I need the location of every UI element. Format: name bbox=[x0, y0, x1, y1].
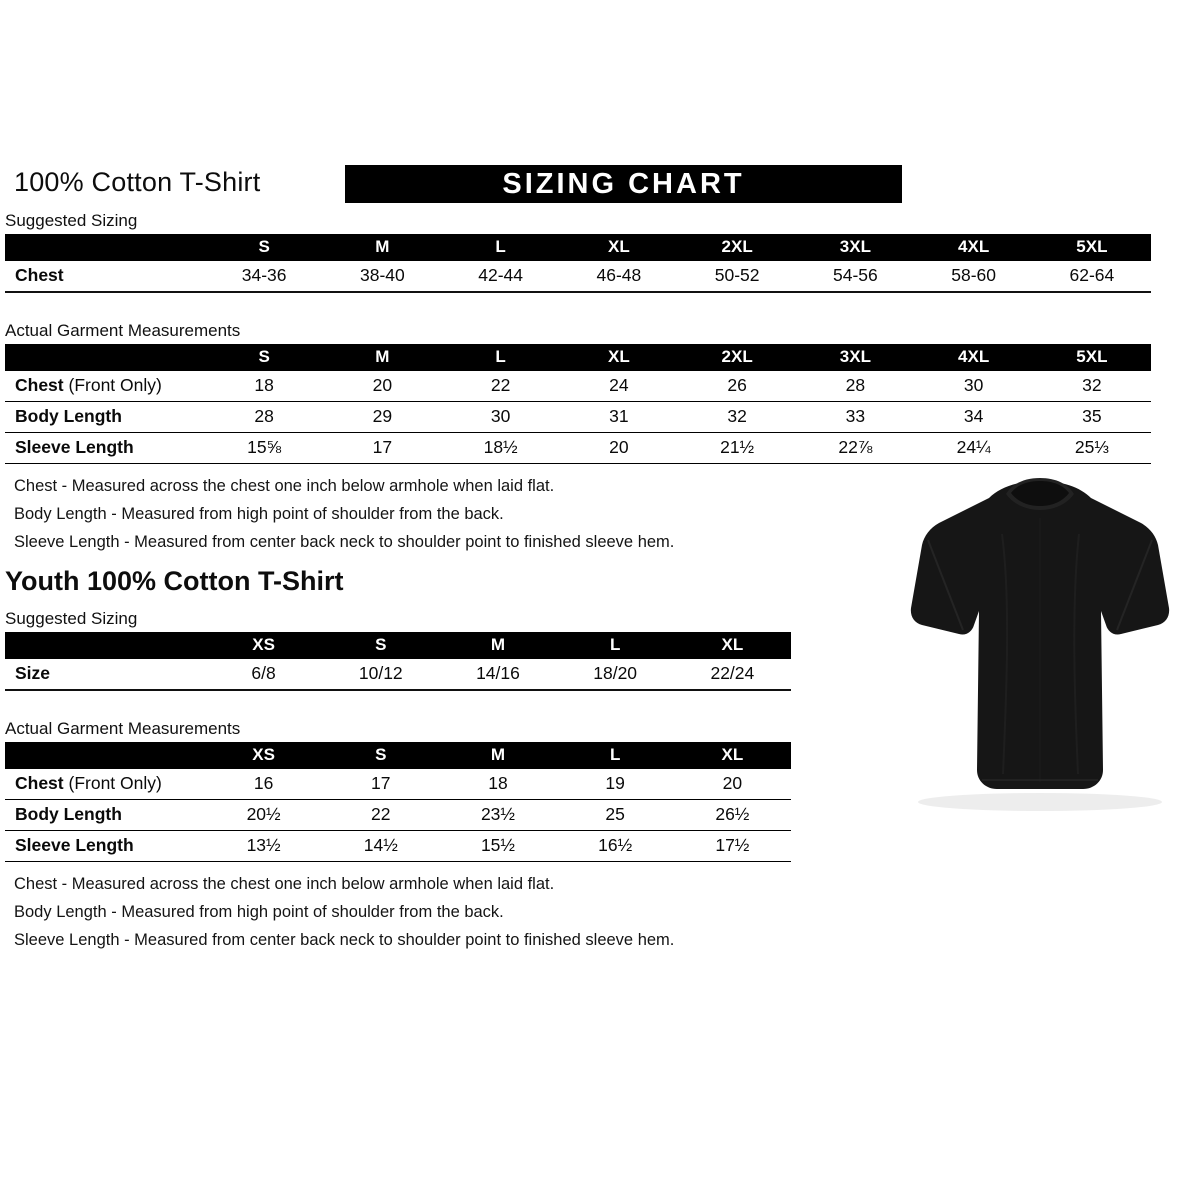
measurement-value: 17½ bbox=[715, 835, 750, 855]
size-column-header: 5XL bbox=[1033, 344, 1151, 371]
size-column-header: 2XL bbox=[678, 344, 796, 371]
measurement-value: 16 bbox=[253, 773, 274, 793]
measurement-value: 23½ bbox=[480, 804, 515, 824]
size-column-header: S bbox=[322, 742, 439, 769]
adult-section-title: 100% Cotton T-Shirt bbox=[14, 167, 261, 197]
size-column-header: S bbox=[322, 632, 439, 659]
row-label: Chest (Front Only) bbox=[15, 773, 162, 793]
measurement-value: 20 bbox=[722, 773, 743, 793]
sizing-chart-banner-label: SIZING CHART bbox=[502, 167, 745, 200]
youth-suggested-sizing-label: Suggested Sizing bbox=[5, 609, 138, 628]
size-column-header: L bbox=[557, 742, 674, 769]
note-line-sleeve-length: Sleeve Length - Measured from center back neck to shoulder point to finished sleeve hem. bbox=[14, 533, 675, 551]
table-row bbox=[5, 261, 1151, 292]
table-row bbox=[5, 659, 791, 690]
youth-garment-measurements-label: Actual Garment Measurements bbox=[5, 719, 241, 738]
measurement-value: 38-40 bbox=[359, 265, 405, 285]
measurement-value: 14/16 bbox=[476, 663, 520, 683]
measurement-value: 22 bbox=[490, 375, 511, 395]
header-row bbox=[5, 742, 791, 769]
measurement-value: 32 bbox=[727, 406, 747, 426]
row-label: Chest bbox=[15, 265, 64, 285]
measurement-value: 21½ bbox=[720, 437, 755, 457]
header-row bbox=[5, 632, 791, 659]
measurement-value: 22⅞ bbox=[838, 437, 873, 457]
measurement-value: 58-60 bbox=[951, 265, 996, 285]
header-row bbox=[5, 344, 1151, 371]
size-column-header: S bbox=[205, 234, 323, 261]
measurement-value: 20½ bbox=[246, 804, 281, 824]
black-tshirt-image bbox=[890, 472, 1190, 817]
size-column-header: L bbox=[442, 344, 560, 371]
row-label: Body Length bbox=[15, 406, 122, 426]
measurement-value: 25⅓ bbox=[1074, 437, 1109, 457]
adult-suggested-sizing-label: Suggested Sizing bbox=[5, 211, 138, 230]
table-row bbox=[5, 402, 1151, 433]
measurement-value: 17 bbox=[371, 773, 391, 793]
measurement-value: 24 bbox=[609, 375, 629, 395]
measurement-value: 24¼ bbox=[956, 437, 991, 457]
measurement-value: 30 bbox=[490, 406, 511, 426]
measurement-value: 14½ bbox=[363, 835, 398, 855]
size-column-header: XL bbox=[674, 742, 791, 769]
size-column-header: M bbox=[439, 632, 556, 659]
table-row bbox=[5, 800, 791, 831]
size-column-header: L bbox=[557, 632, 674, 659]
note-line-sleeve-length: Sleeve Length - Measured from center back neck to shoulder point to finished sleeve hem. bbox=[14, 931, 675, 949]
size-column-header: 5XL bbox=[1033, 234, 1151, 261]
adult-garment-measurements-label: Actual Garment Measurements bbox=[5, 321, 241, 340]
row-label: Sleeve Length bbox=[15, 835, 134, 855]
row-label: Body Length bbox=[15, 804, 122, 824]
measurement-value: 46-48 bbox=[596, 265, 642, 285]
size-column-header: 4XL bbox=[915, 344, 1033, 371]
measurement-value: 50-52 bbox=[714, 265, 760, 285]
row-label-header-blank bbox=[5, 742, 205, 769]
size-column-header: S bbox=[205, 344, 323, 371]
note-line-chest: Chest - Measured across the chest one inch below armhole when laid flat. bbox=[14, 477, 555, 495]
measurement-value: 26 bbox=[727, 375, 747, 395]
measurement-value: 15½ bbox=[480, 835, 515, 855]
table-row bbox=[5, 769, 791, 800]
youth-garment-measurements-table bbox=[5, 742, 791, 862]
measurement-value: 20 bbox=[372, 375, 393, 395]
adult-garment-measurements-table bbox=[5, 344, 1151, 464]
measurement-value: 15⅝ bbox=[247, 437, 282, 457]
table-row bbox=[5, 433, 1151, 464]
youth-suggested-sizing-table bbox=[5, 632, 791, 691]
measurement-value: 26½ bbox=[715, 804, 750, 824]
measurement-value: 6/8 bbox=[251, 663, 276, 683]
row-label-header-blank bbox=[5, 344, 205, 371]
measurement-value: 18 bbox=[254, 375, 274, 395]
row-label: Chest (Front Only) bbox=[15, 375, 162, 395]
size-column-header: XL bbox=[674, 632, 791, 659]
measurement-value: 25 bbox=[605, 804, 625, 824]
table-row bbox=[5, 371, 1151, 402]
measurement-value: 28 bbox=[254, 406, 274, 426]
header-row bbox=[5, 234, 1151, 261]
measurement-value: 34 bbox=[963, 406, 984, 426]
row-label-header-blank bbox=[5, 632, 205, 659]
page-header bbox=[5, 165, 1200, 209]
measurement-value: 18½ bbox=[483, 437, 518, 457]
measurement-value: 62-64 bbox=[1069, 265, 1115, 285]
size-column-header: L bbox=[442, 234, 560, 261]
row-label-header-blank bbox=[5, 234, 205, 261]
measurement-value: 16½ bbox=[598, 835, 633, 855]
table-row bbox=[5, 831, 791, 862]
size-column-header: 4XL bbox=[915, 234, 1033, 261]
measurement-value: 29 bbox=[372, 406, 393, 426]
measurement-value: 54-56 bbox=[832, 265, 878, 285]
size-column-header: M bbox=[439, 742, 556, 769]
measurement-value: 42-44 bbox=[478, 265, 523, 285]
size-column-header: 3XL bbox=[796, 344, 914, 371]
measurement-value: 28 bbox=[845, 375, 866, 395]
size-column-header: 2XL bbox=[678, 234, 796, 261]
size-column-header: M bbox=[323, 344, 441, 371]
measurement-value: 34-36 bbox=[241, 265, 287, 285]
measurement-value: 22/24 bbox=[710, 663, 755, 683]
size-column-header: 3XL bbox=[796, 234, 914, 261]
adult-suggested-sizing-table bbox=[5, 234, 1151, 293]
size-column-header: XS bbox=[205, 742, 322, 769]
measurement-value: 10/12 bbox=[358, 663, 403, 683]
measurement-value: 31 bbox=[609, 406, 629, 426]
youth-section-title: Youth 100% Cotton T-Shirt bbox=[5, 566, 344, 596]
measurement-value: 18/20 bbox=[593, 663, 638, 683]
note-line-chest: Chest - Measured across the chest one inch below armhole when laid flat. bbox=[14, 875, 555, 893]
size-column-header: XL bbox=[560, 234, 678, 261]
measurement-value: 20 bbox=[609, 437, 629, 457]
measurement-value: 19 bbox=[605, 773, 625, 793]
note-line-body-length: Body Length - Measured from high point of shoulder from the back. bbox=[14, 903, 504, 921]
measurement-value: 33 bbox=[845, 406, 866, 426]
black-tshirt-graphic bbox=[890, 472, 1190, 817]
measurement-value: 22 bbox=[371, 804, 391, 824]
measurement-value: 17 bbox=[372, 437, 393, 457]
measurement-value: 13½ bbox=[246, 835, 281, 855]
measurement-value: 35 bbox=[1082, 406, 1102, 426]
sizing-chart-banner bbox=[345, 165, 902, 203]
row-label: Sleeve Length bbox=[15, 437, 134, 457]
note-line-body-length: Body Length - Measured from high point of shoulder from the back. bbox=[14, 505, 504, 523]
size-column-header: M bbox=[323, 234, 441, 261]
measurement-value: 30 bbox=[963, 375, 984, 395]
youth-measurement-notes bbox=[14, 875, 1200, 950]
measurement-value: 32 bbox=[1082, 375, 1102, 395]
row-label: Size bbox=[15, 663, 51, 683]
measurement-value: 18 bbox=[488, 773, 508, 793]
size-column-header: XL bbox=[560, 344, 678, 371]
size-column-header: XS bbox=[205, 632, 322, 659]
